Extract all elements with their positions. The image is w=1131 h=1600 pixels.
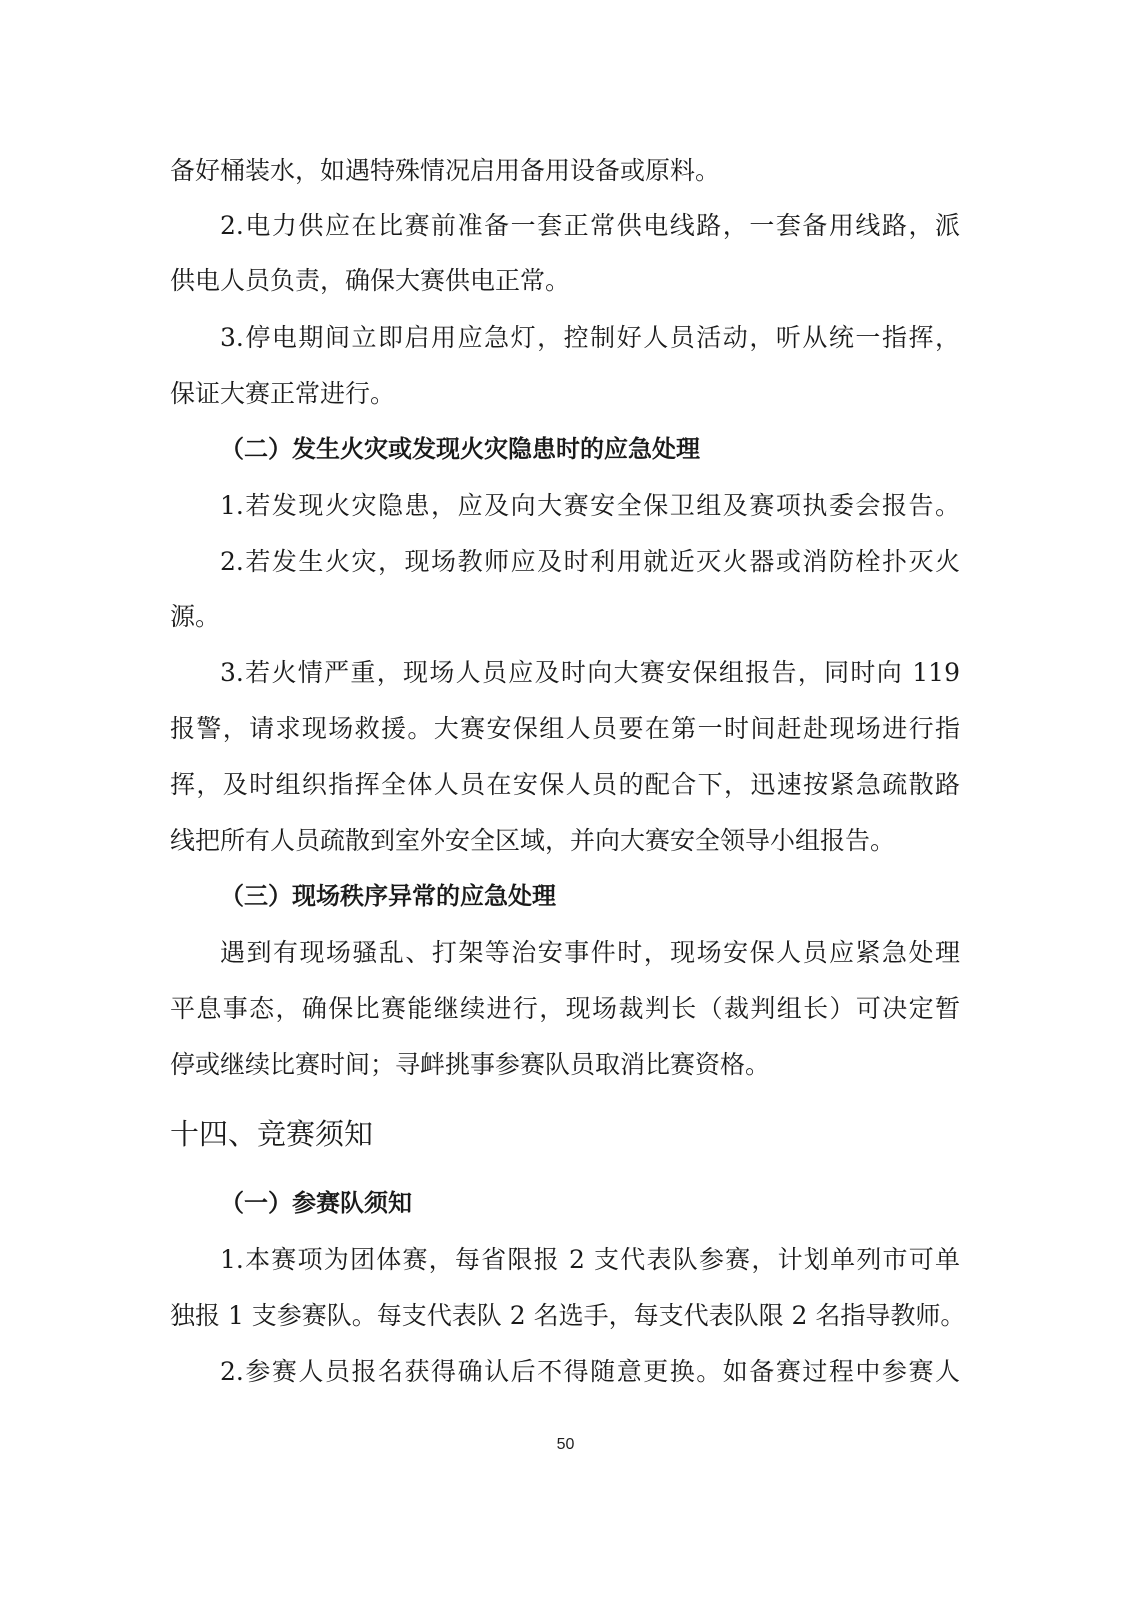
body-line: 线把所有人员疏散到室外安全区域，并向大赛安全领导小组报告。 xyxy=(170,826,896,855)
body-line: 保证大赛正常进行。 xyxy=(170,379,396,408)
body-line: 源。 xyxy=(170,602,221,631)
subsection-heading: （二）发生火灾或发现火灾隐患时的应急处理 xyxy=(220,435,700,463)
body-line: 2.若发生火灾，现场教师应及时利用就近灭火器或消防栓扑灭火 xyxy=(220,547,960,576)
body-line: 2.电力供应在比赛前准备一套正常供电线路，一套备用线路，派 xyxy=(220,211,960,240)
body-line: 平息事态，确保比赛能继续进行，现场裁判长（裁判组长）可决定暂 xyxy=(170,994,960,1023)
section-heading: 十四、竞赛须知 xyxy=(170,1117,374,1151)
body-line: 3.停电期间立即启用应急灯，控制好人员活动，听从统一指挥， xyxy=(220,323,960,352)
body-line: 3.若火情严重，现场人员应及时向大赛安保组报告，同时向 119 xyxy=(220,658,960,687)
body-line: 1.本赛项为团体赛，每省限报 2 支代表队参赛，计划单列市可单 xyxy=(220,1245,960,1274)
body-line: 挥，及时组织指挥全体人员在安保人员的配合下，迅速按紧急疏散路 xyxy=(170,770,960,799)
body-line: 1.若发现火灾隐患，应及向大赛安全保卫组及赛项执委会报告。 xyxy=(220,491,960,520)
body-line: 供电人员负责，确保大赛供电正常。 xyxy=(170,266,571,295)
body-line: 遇到有现场骚乱、打架等治安事件时，现场安保人员应紧急处理 xyxy=(220,938,960,967)
subsection-heading: （三）现场秩序异常的应急处理 xyxy=(220,882,556,910)
page-number: 50 xyxy=(556,1436,575,1453)
body-line: 备好桶装水，如遇特殊情况启用备用设备或原料。 xyxy=(170,156,721,185)
subsection-heading: （一）参赛队须知 xyxy=(220,1189,412,1217)
body-line: 2.参赛人员报名获得确认后不得随意更换。如备赛过程中参赛人 xyxy=(220,1357,960,1386)
body-line: 报警，请求现场救援。大赛安保组人员要在第一时间赶赴现场进行指 xyxy=(170,714,960,743)
body-line: 独报 1 支参赛队。每支代表队 2 名选手，每支代表队限 2 名指导教师。 xyxy=(170,1301,966,1330)
body-line: 停或继续比赛时间；寻衅挑事参赛队员取消比赛资格。 xyxy=(170,1050,771,1079)
